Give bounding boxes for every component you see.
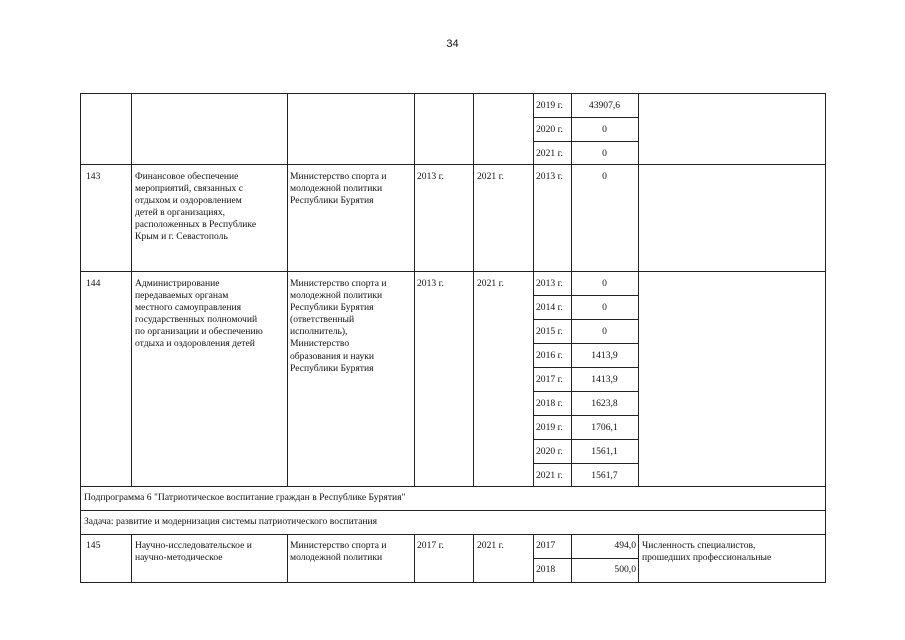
- start-year: 2013 г.: [417, 278, 444, 289]
- funding-amount: 1561,7: [591, 470, 618, 481]
- column-line: [825, 271, 826, 487]
- year-divider: [533, 367, 638, 368]
- year-divider: [533, 343, 638, 344]
- funding-year: 2018 г.: [536, 398, 563, 409]
- row-divider: [80, 582, 825, 583]
- column-line: [638, 534, 639, 583]
- funding-amount: 0: [602, 171, 607, 182]
- executor: Министерство спорта и молодежной политики: [290, 540, 387, 564]
- year-divider: [533, 319, 638, 320]
- row-number: 144: [86, 278, 101, 289]
- funding-year: 2017 г.: [536, 374, 563, 385]
- column-line: [80, 486, 81, 510]
- page-number: 34: [446, 38, 459, 50]
- column-line: [287, 164, 288, 272]
- funding-amount: 1623,8: [591, 398, 618, 409]
- funding-year: 2017: [536, 540, 556, 551]
- funding-amount: 500,0: [614, 564, 636, 575]
- funding-year: 2020 г.: [536, 124, 563, 135]
- column-line: [533, 93, 534, 165]
- column-line: [131, 271, 132, 487]
- funding-year: 2019 г.: [536, 100, 563, 111]
- column-line: [533, 271, 534, 487]
- column-line: [638, 93, 639, 165]
- funding-amount: 1413,9: [591, 374, 618, 385]
- funding-year: 2021 г.: [536, 148, 563, 159]
- column-line: [80, 93, 81, 165]
- column-line: [825, 93, 826, 165]
- column-line: [80, 271, 81, 487]
- column-line: [80, 164, 81, 272]
- funding-amount: 0: [602, 278, 607, 289]
- funding-year: 2020 г.: [536, 446, 563, 457]
- funding-year: 2016 г.: [536, 350, 563, 361]
- funding-amount: 0: [602, 148, 607, 159]
- funding-amount: 0: [602, 326, 607, 337]
- year-divider: [533, 463, 638, 464]
- year-divider: [533, 391, 638, 392]
- column-line: [287, 534, 288, 583]
- year-divider: [533, 117, 638, 118]
- column-line: [414, 164, 415, 272]
- column-line: [131, 534, 132, 583]
- indicator: Численность специалистов, прошедших профессиональные: [642, 540, 772, 564]
- year-divider: [533, 141, 638, 142]
- executor: Министерство спорта и молодежной политики Республики Бурятия (ответственный исполнитель), Министерство образования и науки Республики Бурятия: [290, 278, 387, 374]
- end-year: 2021 г.: [477, 540, 504, 551]
- year-divider: [533, 558, 638, 559]
- row-divider: [80, 534, 825, 535]
- table-border-top: [80, 93, 825, 94]
- year-divider: [533, 415, 638, 416]
- column-line: [131, 93, 132, 165]
- column-line: [473, 164, 474, 272]
- end-year: 2021 г.: [477, 171, 504, 182]
- start-year: 2013 г.: [417, 171, 444, 182]
- measure-name: Администрирование передаваемых органам местного самоуправления государственных полномочий по организации и обеспечению отдыха и оздоровления детей: [135, 278, 263, 350]
- funding-year: 2013 г.: [536, 278, 563, 289]
- row-divider: [80, 510, 825, 511]
- row-number: 145: [86, 540, 101, 551]
- column-line: [414, 534, 415, 583]
- funding-year: 2013 г.: [536, 171, 563, 182]
- row-divider: [80, 271, 825, 272]
- subprogram-title: Подпрограмма 6 "Патриотическое воспитание граждан в Республике Бурятия": [84, 492, 406, 503]
- column-line: [473, 271, 474, 487]
- column-line: [287, 93, 288, 165]
- column-line: [825, 486, 826, 510]
- column-line: [473, 534, 474, 583]
- column-line: [287, 271, 288, 487]
- column-line: [414, 93, 415, 165]
- executor: Министерство спорта и молодежной политики Республики Бурятия: [290, 171, 387, 207]
- funding-year: 2019 г.: [536, 422, 563, 433]
- column-line: [473, 93, 474, 165]
- end-year: 2021 г.: [477, 278, 504, 289]
- column-line: [638, 271, 639, 487]
- funding-amount: 43907,6: [588, 100, 621, 111]
- funding-amount: 1413,9: [591, 350, 618, 361]
- year-divider: [533, 439, 638, 440]
- column-line: [825, 164, 826, 272]
- column-line: [533, 164, 534, 272]
- column-line: [825, 534, 826, 583]
- column-line: [414, 271, 415, 487]
- column-line: [638, 164, 639, 272]
- column-line: [80, 510, 81, 534]
- funding-amount: 0: [602, 124, 607, 135]
- row-divider: [80, 164, 825, 165]
- column-line: [131, 164, 132, 272]
- funding-amount: 0: [602, 302, 607, 313]
- measure-name: Научно-исследовательское и научно-методическое: [135, 540, 252, 564]
- funding-amount: 1561,1: [591, 446, 618, 457]
- year-divider: [533, 295, 638, 296]
- row-divider: [80, 486, 825, 487]
- measure-name: Финансовое обеспечение мероприятий, связанных с отдыхом и оздоровлением детей в организациях, расположенных в Республике Крым и г. Севастополь: [135, 171, 257, 243]
- funding-year: 2015 г.: [536, 326, 563, 337]
- column-line: [825, 510, 826, 534]
- funding-year: 2014 г.: [536, 302, 563, 313]
- funding-year: 2018: [536, 564, 556, 575]
- column-line: [80, 534, 81, 583]
- row-number: 143: [86, 171, 101, 182]
- funding-year: 2021 г.: [536, 470, 563, 481]
- funding-amount: 1706,1: [591, 422, 618, 433]
- funding-amount: 494,0: [614, 540, 636, 551]
- task-title: Задача: развитие и модернизация системы патриотического воспитания: [84, 516, 378, 527]
- start-year: 2017 г.: [417, 540, 444, 551]
